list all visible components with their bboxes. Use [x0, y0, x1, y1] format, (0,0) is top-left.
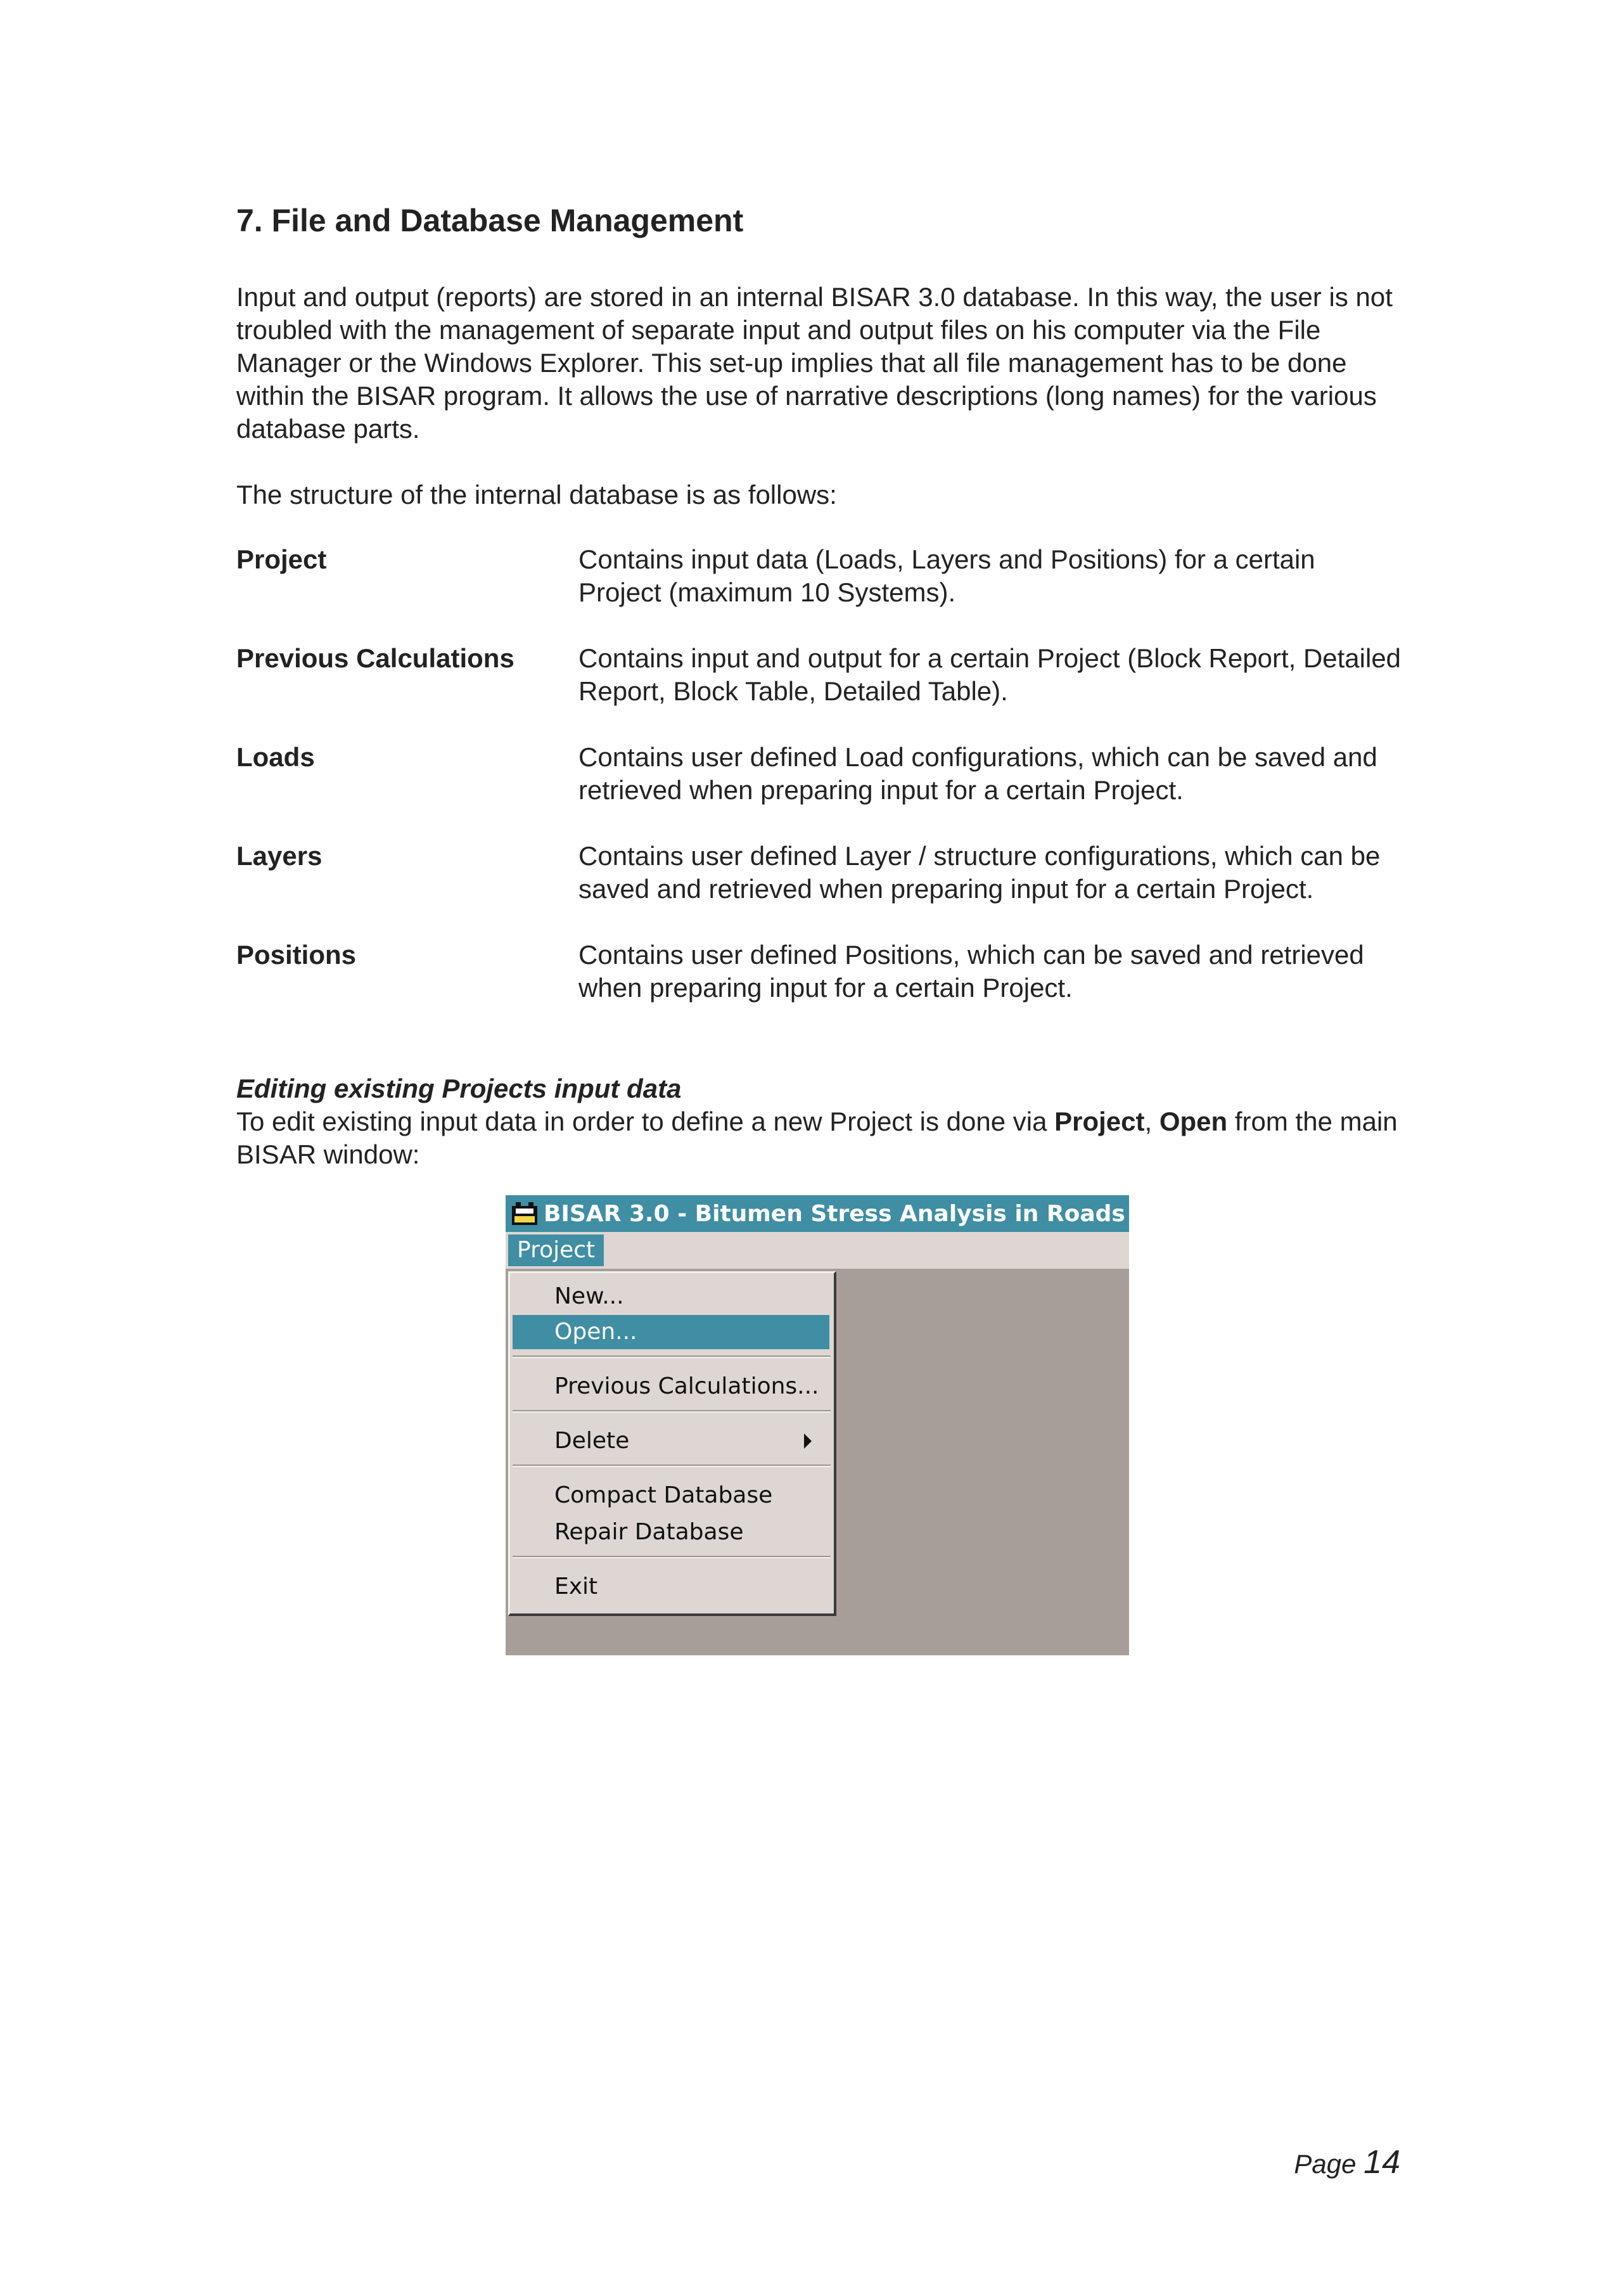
- page-number-value: 14: [1363, 2144, 1400, 2181]
- definition-row: [236, 840, 1402, 939]
- definition-term: Positions: [236, 940, 357, 970]
- editing-heading: Editing existing Projects input data: [236, 1074, 682, 1103]
- menu-item-previous-calculations[interactable]: Previous Calculations...: [554, 1373, 819, 1399]
- definition-description: Contains user defined Layer / structure configurations, which can be saved and retrieved when preparing input for a certain Project.: [578, 841, 1381, 904]
- definition-row: [236, 939, 1402, 1037]
- app-icon: [511, 1201, 539, 1226]
- section-heading: 7. File and Database Management: [236, 203, 744, 238]
- database-structure-list: [236, 543, 1402, 1037]
- project-dropdown-menu: [508, 1271, 836, 1616]
- definition-row: [236, 741, 1402, 840]
- intro-paragraph: Input and output (reports) are stored in an internal BISAR 3.0 database. In this way, the user is not troubled with the management of separate input and output files on his computer via the File Manager or the Windows Explorer. This set-up implies that all file management has to be done within the BISAR program. It allows the use of narrative descriptions (long names) for the various database parts.: [236, 282, 1393, 444]
- structure-intro: The structure of the internal database is as follows:: [236, 480, 837, 510]
- menu-item-new[interactable]: New...: [554, 1283, 624, 1309]
- menu-item-delete-label: Delete: [554, 1428, 630, 1454]
- menu-bar: [506, 1232, 1129, 1269]
- definition-term: Loads: [236, 742, 315, 772]
- editing-bold-open: Open: [1159, 1106, 1228, 1136]
- window-titlebar: [506, 1195, 1129, 1232]
- definition-term: Layers: [236, 841, 322, 871]
- menu-item-delete[interactable]: [513, 1424, 829, 1458]
- editing-text-start: To edit existing input data in order to define a new Project is done via: [236, 1106, 1055, 1136]
- definition-row: [236, 642, 1402, 741]
- definition-description: Contains input and output for a certain Project (Block Report, Detailed Report, Block Table, Detailed Table).: [578, 643, 1402, 706]
- page-number: [1294, 2145, 1400, 2182]
- menu-item-compact-database[interactable]: Compact Database: [554, 1482, 773, 1508]
- editing-bold-project: Project: [1054, 1106, 1145, 1136]
- definition-row: [236, 543, 1402, 642]
- editing-paragraph: [236, 1105, 1402, 1171]
- menu-separator: [513, 1410, 831, 1413]
- menu-separator: [513, 1556, 831, 1558]
- page-label: Page: [1294, 2149, 1357, 2179]
- menu-separator: [513, 1465, 831, 1467]
- bisar-window-screenshot: [506, 1195, 1129, 1655]
- editing-comma: ,: [1144, 1106, 1159, 1136]
- submenu-arrow-icon: [804, 1433, 812, 1449]
- menu-item-repair-database[interactable]: Repair Database: [554, 1519, 744, 1545]
- menu-item-open[interactable]: Open...: [513, 1315, 829, 1349]
- definition-description: Contains user defined Positions, which can be saved and retrieved when preparing input for a certain Project.: [578, 940, 1364, 1003]
- menu-project[interactable]: Project: [508, 1235, 604, 1266]
- definition-description: Contains input data (Loads, Layers and Positions) for a certain Project (maximum 10 Systems).: [578, 544, 1315, 607]
- menu-separator: [513, 1356, 831, 1358]
- menu-item-exit[interactable]: Exit: [554, 1574, 598, 1600]
- editing-text-end: from the main BISAR window:: [236, 1106, 1398, 1169]
- definition-description: Contains user defined Load configurations, which can be saved and retrieved when preparing input for a certain Project.: [578, 742, 1377, 805]
- window-title: BISAR 3.0 - Bitumen Stress Analysis in Roads: [544, 1200, 1125, 1227]
- definition-term: Previous Calculations: [236, 643, 514, 673]
- definition-term: Project: [236, 544, 327, 574]
